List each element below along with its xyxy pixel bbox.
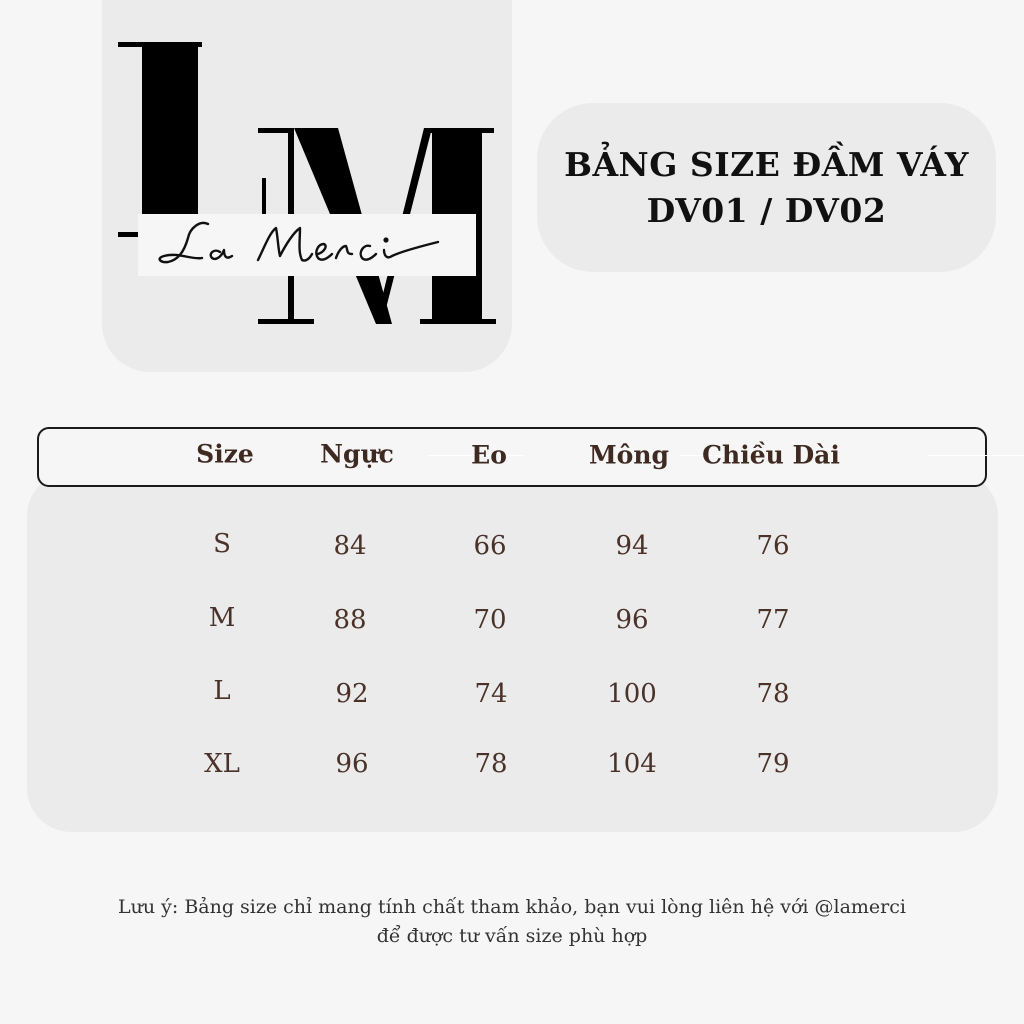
header-hip: Mông: [588, 440, 670, 470]
cell-size: XL: [204, 749, 240, 779]
cell-chest: 96: [335, 749, 369, 779]
logo-panel: [102, 0, 512, 372]
cell-length: 77: [756, 605, 790, 635]
cell-size: S: [213, 529, 231, 559]
header-waist: Eo: [471, 440, 507, 470]
cell-hip: 104: [607, 749, 657, 779]
header-size: Size: [196, 439, 254, 469]
page-title-line2: DV01 / DV02: [646, 190, 887, 230]
lm-monogram-logo: [102, 0, 512, 372]
size-note-line1: Lưu ý: Bảng size chỉ mang tính chất tham khảo, bạn vui lòng liên hệ với @lamerci: [118, 896, 906, 918]
title-panel: [537, 103, 996, 272]
size-table-body: [27, 472, 998, 832]
size-note: [60, 893, 964, 951]
header-length: Chiều Dài: [702, 440, 840, 470]
cell-chest: 92: [335, 679, 369, 709]
cell-chest: 84: [333, 531, 367, 561]
cell-length: 76: [756, 531, 790, 561]
cell-waist: 78: [474, 749, 508, 779]
size-table-header: [37, 427, 987, 487]
header-chest: Ngực: [320, 439, 394, 469]
cell-waist: 66: [473, 531, 507, 561]
la-merci-script-logo: [138, 214, 476, 276]
cell-size: L: [213, 676, 231, 706]
cell-chest: 88: [333, 605, 367, 635]
cell-length: 78: [756, 679, 790, 709]
cell-waist: 70: [473, 605, 507, 635]
page-title-line1: BẢNG SIZE ĐẦM VÁY: [564, 144, 969, 184]
cell-hip: 100: [607, 679, 657, 709]
cell-hip: 94: [615, 531, 649, 561]
size-note-line2: để được tư vấn size phù hợp: [376, 925, 648, 947]
header-divider-line: [928, 455, 1024, 456]
cell-size: M: [208, 603, 236, 633]
cell-hip: 96: [615, 605, 649, 635]
cell-length: 79: [756, 749, 790, 779]
cell-waist: 74: [474, 679, 508, 709]
